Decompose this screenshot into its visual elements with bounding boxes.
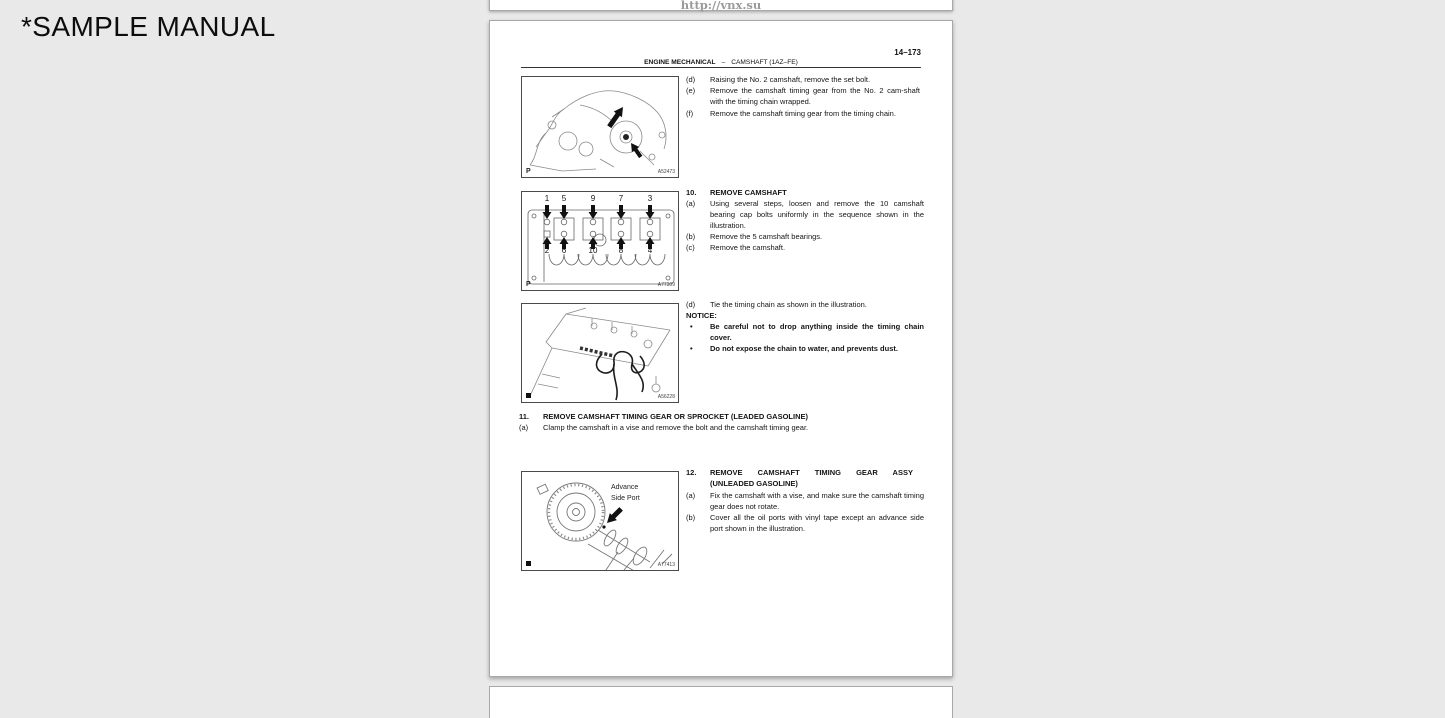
manual-page — [489, 20, 953, 677]
sample-manual-label: *SAMPLE MANUAL — [21, 11, 276, 42]
next-page-edge — [489, 686, 953, 718]
notice-bullet: • Do not expose the chain to water, and prevents dust. — [690, 344, 898, 353]
figure-code: A77413 — [657, 562, 675, 568]
step-item: (a) Using several steps, loosen and remove the 10 camshaft bearing cap bolts uniformly in the sequence shown in the illustration. — [686, 199, 924, 230]
advance-side-port-label: Advance — [611, 484, 639, 491]
figure-code: A77309 — [657, 282, 675, 288]
step-item: (e) Remove the camshaft timing gear from the No. 2 cam-shaft with the timing chain wrapped. — [686, 86, 920, 106]
figure-camshaft-gear-removal — [521, 76, 679, 178]
header-subsection: CAMSHAFT (1AZ–FE) — [731, 59, 798, 66]
sequence-arrow-icons — [543, 205, 655, 249]
sequence-number: 9 — [590, 194, 596, 203]
engine-illustration — [522, 77, 678, 177]
figure-advance-side-port — [521, 471, 679, 571]
figure-bolt-sequence — [521, 191, 679, 291]
figure-code: A56228 — [657, 394, 675, 400]
figure-code: A52473 — [657, 169, 675, 175]
step-item: (c) Remove the camshaft. — [686, 243, 786, 252]
section-heading: 10. REMOVE CAMSHAFT — [686, 188, 787, 197]
section-heading: 12. REMOVE CAMSHAFT TIMING GEAR ASSY (UNLEADED GASOLINE) — [686, 468, 913, 488]
sequence-number: 8 — [618, 246, 624, 255]
step-item: (d) Raising the No. 2 camshaft, remove the set bolt. — [686, 75, 871, 84]
figure-marker-icon — [526, 561, 531, 566]
step-item: (a) Clamp the camshaft in a vise and remove the bolt and the camshaft timing gear. — [519, 423, 809, 432]
figure-corner-label: P — [526, 168, 531, 175]
sequence-number: 6 — [561, 246, 567, 255]
advance-side-port-label: Side Port — [611, 495, 640, 502]
sequence-number: 5 — [561, 194, 567, 203]
step-item: (a) Fix the camshaft with a vise, and make sure the camshaft timing gear does not rotate. — [686, 491, 924, 511]
page-header — [521, 59, 921, 66]
figure-corner-label: P — [526, 281, 531, 288]
timing-chain-illustration — [522, 304, 678, 402]
step-item: (d) Tie the timing chain as shown in the illustration. — [686, 300, 867, 309]
figure-tied-timing-chain — [521, 303, 679, 403]
page-number: 14–173 — [894, 48, 921, 57]
notice-bullet: • Be careful not to drop anything inside the timing chain cover. — [690, 322, 924, 342]
step-item: (b) Cover all the oil ports with vinyl tape except an advance side port shown in the illustration. — [686, 513, 924, 533]
section-heading: 11. REMOVE CAMSHAFT TIMING GEAR OR SPROCKET (LEADED GASOLINE) — [519, 412, 809, 421]
sequence-number: 10 — [588, 246, 598, 255]
header-separator: – — [721, 59, 726, 66]
notice-label: NOTICE: — [686, 311, 717, 320]
sequence-number: 2 — [544, 246, 550, 255]
figure-marker-icon — [526, 393, 531, 398]
tie-cord — [596, 352, 644, 400]
sequence-number: 4 — [647, 246, 653, 255]
bolt-sequence-illustration — [522, 192, 678, 290]
step-item: (b) Remove the 5 camshaft bearings. — [686, 232, 823, 241]
header-section: ENGINE MECHANICAL — [644, 59, 716, 66]
step-item: (f) Remove the camshaft timing gear from the timing chain. — [686, 109, 896, 118]
port-arrow-icon — [603, 505, 624, 526]
sequence-number: 3 — [647, 194, 653, 203]
sequence-number: 1 — [544, 194, 550, 203]
sequence-number: 7 — [618, 194, 624, 203]
watermark-url: http://vnx.su — [680, 0, 762, 12]
header-rule — [521, 67, 921, 68]
timing-gear-illustration — [522, 472, 678, 570]
